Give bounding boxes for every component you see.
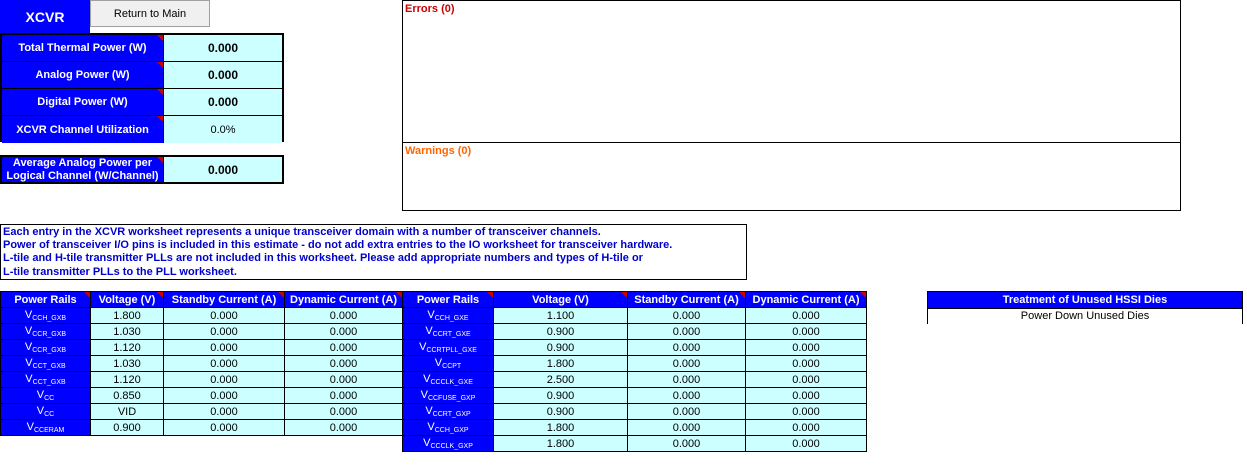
rail-symbol: V: [423, 437, 431, 449]
dynamic-cell: 0.000: [746, 372, 867, 388]
rail-symbol: V: [419, 341, 427, 353]
table-row: [403, 388, 867, 404]
voltage-cell[interactable]: 0.900: [91, 420, 164, 436]
rail-symbol: V: [434, 357, 443, 369]
rail-subscript: CCT_GXB: [32, 363, 66, 370]
summary-label: Analog Power (W): [2, 62, 164, 89]
standby-cell: 0.000: [164, 308, 285, 324]
standby-cell: 0.000: [628, 388, 746, 404]
summary-value: 0.000: [164, 89, 282, 116]
voltage-cell[interactable]: 1.800: [494, 420, 628, 436]
col-header-voltage: Voltage (V): [494, 292, 628, 308]
standby-cell: 0.000: [628, 308, 746, 324]
standby-cell: 0.000: [628, 404, 746, 420]
table-row: [1, 372, 403, 388]
table-row: [403, 404, 867, 420]
rail-subscript: CCT_GXB: [32, 379, 66, 386]
voltage-cell[interactable]: 0.900: [494, 404, 628, 420]
summary-label: Total Thermal Power (W): [2, 35, 164, 62]
rail-subscript: CCR_GXB: [32, 347, 67, 354]
rail-name: [403, 404, 494, 420]
voltage-cell[interactable]: 0.850: [91, 388, 164, 404]
rail-symbol: V: [423, 373, 431, 385]
avg-analog-power-value: 0.000: [164, 157, 282, 182]
standby-cell: 0.000: [164, 388, 285, 404]
dynamic-cell: 0.000: [746, 308, 867, 324]
rail-symbol: V: [36, 405, 45, 417]
summary-row-utilization: [2, 116, 282, 143]
table-row: [1, 324, 403, 340]
rail-symbol: V: [36, 389, 45, 401]
summary-label: XCVR Channel Utilization: [2, 116, 164, 143]
rail-subscript: CCH_GXB: [32, 315, 67, 322]
dynamic-cell: 0.000: [746, 324, 867, 340]
standby-cell: 0.000: [628, 372, 746, 388]
standby-cell: 0.000: [164, 404, 285, 420]
info-note: [0, 224, 747, 280]
dynamic-cell: 0.000: [285, 324, 403, 340]
rail-name: [403, 356, 494, 372]
table-row: [403, 372, 867, 388]
col-header-power-rails: Power Rails: [1, 292, 91, 308]
rail-subscript: CCCLK_GXE: [430, 379, 473, 386]
table-row: [403, 324, 867, 340]
voltage-cell[interactable]: 1.030: [91, 324, 164, 340]
avg-label-line2: Logical Channel (W/Channel): [6, 169, 159, 182]
standby-cell: 0.000: [164, 340, 285, 356]
col-header-dynamic-current: Dynamic Current (A): [746, 292, 867, 308]
dynamic-cell: 0.000: [746, 388, 867, 404]
power-rails-table-right: [402, 291, 867, 452]
unused-hssi-dies-select[interactable]: Power Down Unused Dies: [928, 309, 1242, 324]
voltage-cell[interactable]: 1.800: [494, 356, 628, 372]
unused-hssi-dies-header: Treatment of Unused HSSI Dies: [928, 292, 1242, 309]
rail-symbol: V: [25, 357, 33, 369]
rail-name: [403, 436, 494, 452]
rail-name: [403, 420, 494, 436]
note-line: L-tile and H-tile transmitter PLLs are not included in this worksheet. Please add appropriate numbers and types of H-tile or: [3, 252, 643, 265]
table-row: [1, 308, 403, 324]
summary-value: 0.000: [164, 35, 282, 62]
standby-cell: 0.000: [164, 372, 285, 388]
rail-subscript: CCCLK_GXP: [430, 443, 473, 450]
standby-cell: 0.000: [628, 356, 746, 372]
voltage-cell[interactable]: 1.800: [494, 436, 628, 452]
power-rails-table-left: [0, 291, 403, 436]
dynamic-cell: 0.000: [285, 308, 403, 324]
rail-name: [403, 388, 494, 404]
avg-analog-power-box: [0, 155, 284, 184]
dynamic-cell: 0.000: [285, 340, 403, 356]
rail-name: [1, 388, 91, 404]
voltage-cell[interactable]: 1.800: [91, 308, 164, 324]
col-header-power-rails: Power Rails: [403, 292, 494, 308]
col-header-standby-current: Standby Current (A): [628, 292, 746, 308]
voltage-cell[interactable]: 0.900: [494, 324, 628, 340]
dynamic-cell: 0.000: [285, 420, 403, 436]
rail-subscript: CCH_GXE: [434, 315, 469, 322]
table-row: [1, 420, 403, 436]
rail-name: [403, 340, 494, 356]
standby-cell: 0.000: [628, 436, 746, 452]
dynamic-cell: 0.000: [285, 404, 403, 420]
dynamic-cell: 0.000: [746, 420, 867, 436]
summary-value: 0.000: [164, 62, 282, 89]
voltage-cell[interactable]: 1.100: [494, 308, 628, 324]
voltage-cell[interactable]: 2.500: [494, 372, 628, 388]
rail-name: [403, 372, 494, 388]
rail-subscript: CCRT_GXP: [432, 411, 471, 418]
table-row: [403, 436, 867, 452]
note-line: Power of transceiver I/O pins is included in this estimate - do not add extra entries to the IO worksheet for transceiver hardware.: [3, 239, 673, 252]
standby-cell: 0.000: [164, 420, 285, 436]
return-to-main-button[interactable]: Return to Main: [90, 0, 210, 27]
dynamic-cell: 0.000: [285, 388, 403, 404]
rail-name: [1, 308, 91, 324]
rail-subscript: CCERAM: [34, 427, 65, 434]
table-row: [403, 308, 867, 324]
col-header-standby-current: Standby Current (A): [164, 292, 285, 308]
summary-value: 0.0%: [164, 116, 282, 143]
rail-symbol: V: [427, 309, 435, 321]
dynamic-cell: 0.000: [746, 436, 867, 452]
voltage-cell[interactable]: 0.900: [494, 388, 628, 404]
dynamic-cell: 0.000: [746, 404, 867, 420]
rail-symbol: V: [427, 421, 435, 433]
standby-cell: 0.000: [628, 324, 746, 340]
rail-subscript: CCFUSE_GXP: [427, 395, 476, 402]
note-line: L-tile transmitter PLLs to the PLL worksheet.: [3, 265, 237, 278]
rail-name: [1, 372, 91, 388]
rail-name: [403, 308, 494, 324]
dynamic-cell: 0.000: [746, 356, 867, 372]
avg-label-line1: Average Analog Power per: [12, 156, 153, 169]
table-row: [1, 356, 403, 372]
col-header-voltage: Voltage (V): [91, 292, 164, 308]
table-row: [1, 388, 403, 404]
standby-cell: 0.000: [628, 340, 746, 356]
rail-symbol: V: [425, 325, 433, 337]
rail-symbol: V: [420, 389, 428, 401]
unused-hssi-dies-box: [927, 291, 1243, 324]
standby-cell: 0.000: [164, 356, 285, 372]
voltage-cell[interactable]: 1.120: [91, 340, 164, 356]
standby-cell: 0.000: [164, 324, 285, 340]
rail-name: [1, 324, 91, 340]
power-summary-table: [0, 33, 284, 142]
rail-subscript: CCRTPLL_GXE: [426, 347, 477, 354]
dynamic-cell: 0.000: [746, 340, 867, 356]
rail-symbol: V: [425, 405, 433, 417]
rail-symbol: V: [25, 373, 33, 385]
rail-name: [1, 420, 91, 436]
summary-row-total-thermal: [2, 35, 282, 62]
sheet-title: XCVR: [0, 0, 90, 34]
table-row: [403, 420, 867, 436]
rail-symbol: V: [24, 309, 33, 321]
voltage-cell[interactable]: 1.120: [91, 372, 164, 388]
rail-subscript: CCRT_GXE: [432, 331, 471, 338]
table-row: [403, 340, 867, 356]
rail-subscript: CCPT: [442, 363, 462, 370]
summary-row-digital: [2, 89, 282, 116]
errors-panel[interactable]: [402, 0, 1181, 143]
avg-analog-power-label: [2, 157, 164, 182]
voltage-cell[interactable]: VID: [91, 404, 164, 420]
rail-subscript: CCR_GXB: [32, 331, 67, 338]
rail-name: [1, 356, 91, 372]
rail-name: [1, 340, 91, 356]
rail-name: [403, 324, 494, 340]
dynamic-cell: 0.000: [285, 356, 403, 372]
table-row: [1, 340, 403, 356]
summary-row-analog: [2, 62, 282, 89]
rail-name: [1, 404, 91, 420]
rail-subscript: CC: [44, 395, 55, 402]
dynamic-cell: 0.000: [285, 372, 403, 388]
rail-symbol: V: [26, 421, 34, 433]
col-header-dynamic-current: Dynamic Current (A): [285, 292, 403, 308]
warnings-label: Warnings (0): [405, 145, 472, 157]
note-line: Each entry in the XCVR worksheet represents a unique transceiver domain with a number of transceiver channels.: [3, 226, 601, 238]
rail-subscript: CCH_GXP: [434, 427, 469, 434]
standby-cell: 0.000: [628, 420, 746, 436]
warnings-panel[interactable]: [402, 142, 1181, 211]
table-row: [403, 356, 867, 372]
rail-symbol: V: [24, 325, 33, 337]
rail-symbol: V: [24, 341, 33, 353]
table-row: [1, 404, 403, 420]
summary-label: Digital Power (W): [2, 89, 164, 116]
errors-label: Errors (0): [405, 3, 455, 15]
rail-subscript: CC: [44, 411, 55, 418]
voltage-cell[interactable]: 1.030: [91, 356, 164, 372]
voltage-cell[interactable]: 0.900: [494, 340, 628, 356]
